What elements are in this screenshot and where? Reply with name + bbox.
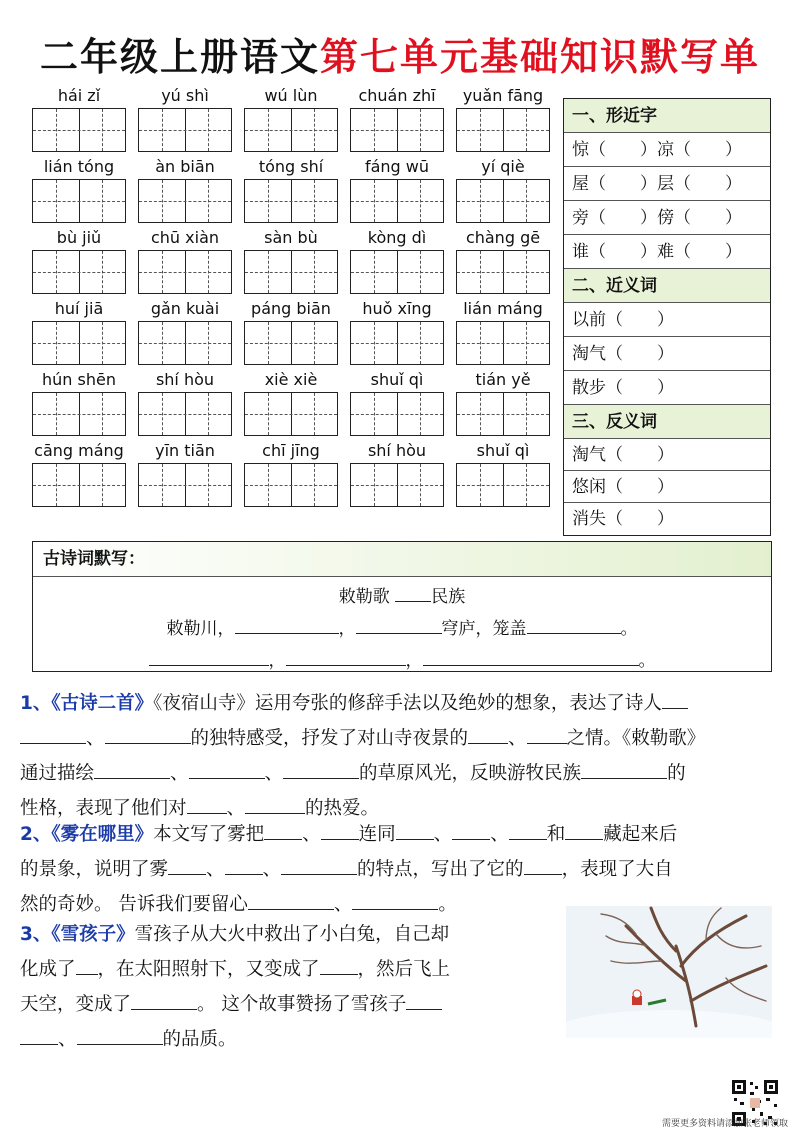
blank[interactable] (235, 619, 339, 634)
character-boxes[interactable] (350, 463, 444, 507)
character-boxes[interactable] (138, 179, 232, 223)
blank[interactable] (264, 823, 302, 840)
pinyin-word (32, 299, 126, 371)
pinyin-text: hún shēn (42, 370, 116, 389)
jyc-item: 散步（ ） (564, 371, 770, 405)
pinyin-word (138, 86, 232, 158)
pinyin-word (32, 441, 126, 513)
q2-text: 连同 (358, 824, 396, 845)
q2-text: 的特点，写出了它的 (357, 859, 524, 880)
q2-text: 和 (546, 824, 566, 845)
blank[interactable] (149, 651, 269, 666)
blank[interactable] (20, 1028, 58, 1045)
pinyin-word (138, 228, 232, 300)
character-boxes[interactable] (456, 321, 550, 365)
blank[interactable] (321, 823, 359, 840)
q3-label: 3、《雪孩子》 (20, 924, 135, 945)
blank[interactable] (509, 823, 547, 840)
character-boxes[interactable] (138, 250, 232, 294)
q1-text: 之情。《敕勒歌》 (566, 728, 706, 749)
q3-text: 。 这个故事赞扬了雪孩子 (197, 994, 407, 1015)
poem-title: 敕勒歌 (338, 587, 390, 607)
character-boxes[interactable] (138, 392, 232, 436)
character-boxes[interactable] (138, 463, 232, 507)
pinyin-text: chàng gē (465, 228, 541, 247)
pinyin-text: gǎn kuài (150, 299, 220, 318)
blank[interactable] (352, 893, 438, 910)
jyc-item: 以前（ ） (564, 303, 770, 337)
pinyin-text: xiè xiè (264, 370, 318, 389)
blank[interactable] (452, 823, 490, 840)
pinyin-text: kòng dì (367, 228, 427, 247)
pinyin-word (244, 157, 338, 229)
blank[interactable] (468, 727, 508, 744)
q3-text: ，在太阳照射下，又变成了 (97, 959, 320, 980)
blank[interactable] (281, 858, 357, 875)
poem-text: ， (405, 651, 423, 671)
pinyin-text: wú lùn (264, 86, 318, 105)
blank[interactable] (396, 823, 434, 840)
blank[interactable] (248, 893, 334, 910)
poem-text: 敕勒川， (166, 619, 235, 639)
character-boxes[interactable] (456, 179, 550, 223)
xjz-item: 旁（ ）傍（ ） (564, 201, 770, 235)
pinyin-text: huǒ xīng (362, 299, 432, 318)
character-boxes[interactable] (32, 179, 126, 223)
q2-text: 、 (433, 824, 453, 845)
fyc-item: 悠闲（ ） (564, 471, 770, 503)
q2-text: 。 (438, 894, 457, 915)
pinyin-text: yīn tiān (155, 441, 215, 460)
xjz-item: 谁（ ）难（ ） (564, 235, 770, 269)
pinyin-word (350, 157, 444, 229)
blank[interactable] (286, 651, 406, 666)
q3-text: ，然后飞上 (357, 959, 451, 980)
pinyin-row (32, 228, 552, 300)
pinyin-row (32, 157, 552, 229)
blank[interactable] (94, 762, 170, 779)
character-boxes[interactable] (456, 463, 550, 507)
q3-text: 、 (58, 1029, 77, 1050)
pinyin-word (138, 299, 232, 371)
pinyin-text: shí hòu (155, 370, 215, 389)
q1-label: 1、《古诗二首》 (20, 693, 154, 714)
pinyin-row (32, 370, 552, 442)
poem-line-2 (33, 614, 771, 639)
title-grade: 二年级上册语文 (39, 35, 320, 79)
pinyin-text: yuǎn fāng (462, 86, 544, 105)
blank[interactable] (581, 762, 667, 779)
pinyin-text: huí jiā (54, 299, 104, 318)
section-jinyici: 二、近义词 (564, 269, 770, 303)
pinyin-word (138, 370, 232, 442)
q2-text: 、 (262, 859, 282, 880)
blank[interactable] (527, 727, 567, 744)
blank[interactable] (77, 1028, 163, 1045)
pinyin-word (32, 86, 126, 158)
q1-text: 的 (667, 763, 686, 784)
q1-text: 性格，表现了他们对 (20, 798, 187, 819)
pinyin-word (244, 441, 338, 513)
q1-text: 的独特感受，抒发了对山寺夜景的 (190, 728, 469, 749)
character-boxes[interactable] (350, 108, 444, 152)
pinyin-word (350, 441, 444, 513)
blank[interactable] (189, 762, 265, 779)
q2-text: 然的奇妙。 告诉我们要留心 (20, 894, 248, 915)
blank[interactable] (527, 619, 621, 634)
character-boxes[interactable] (32, 321, 126, 365)
q3-text: 的品质。 (162, 1029, 237, 1050)
blank[interactable] (320, 958, 358, 975)
character-boxes[interactable] (456, 250, 550, 294)
pinyin-row (32, 441, 552, 513)
pinyin-word (244, 299, 338, 371)
section-fanyici: 三、反义词 (564, 405, 770, 439)
blank[interactable] (524, 858, 562, 875)
pinyin-word (350, 86, 444, 158)
pinyin-text: fáng wū (364, 157, 430, 176)
pinyin-text: tián yě (475, 370, 531, 389)
pinyin-text: hái zǐ (57, 86, 101, 105)
blank[interactable] (662, 692, 688, 709)
character-boxes[interactable] (32, 250, 126, 294)
pinyin-word (456, 86, 550, 158)
character-boxes[interactable] (138, 108, 232, 152)
character-boxes[interactable] (456, 108, 550, 152)
blank[interactable] (187, 797, 227, 814)
character-boxes[interactable] (350, 179, 444, 223)
character-boxes[interactable] (350, 250, 444, 294)
poem-text: 。 (638, 651, 656, 671)
blank[interactable] (245, 797, 305, 814)
character-boxes[interactable] (244, 321, 338, 365)
q1-text: 、 (86, 728, 105, 749)
xjz-item: 惊（ ）凉（ ） (564, 133, 770, 167)
q2-text: 藏起来后 (603, 824, 678, 845)
blank[interactable] (356, 619, 442, 634)
poem-header: 古诗词默写： (33, 542, 771, 577)
pinyin-word (456, 299, 550, 371)
question-3 (20, 917, 540, 1057)
pinyin-text: sàn bù (264, 228, 318, 247)
poem-text: ， (338, 619, 356, 639)
poem-text: 穹庐，笼盖 (441, 619, 527, 639)
footer-note: 需要更多资料请添加张老师领取 (661, 1119, 788, 1129)
pinyin-word (456, 228, 550, 300)
blank[interactable] (20, 727, 86, 744)
poem-box (32, 541, 772, 672)
character-boxes[interactable] (244, 179, 338, 223)
q2-text: 、 (302, 824, 321, 845)
side-table (563, 98, 771, 536)
q2-label: 2、《雾在哪里》 (20, 824, 154, 845)
q1-text: 的草原风光，反映游牧民族 (359, 763, 582, 784)
pinyin-word (138, 157, 232, 229)
character-boxes[interactable] (32, 392, 126, 436)
poem-author: 民族 (431, 587, 466, 607)
question-1 (20, 686, 782, 826)
pinyin-word (456, 441, 550, 513)
pinyin-text: bù jiǔ (56, 228, 102, 247)
q3-text: 雪孩子从大火中救出了小白兔，自己却 (134, 924, 450, 945)
section-xingjinzi: 一、形近字 (564, 99, 770, 133)
pinyin-text: lián máng (463, 299, 543, 318)
poem-line-3 (33, 646, 771, 671)
q2-text: 、 (206, 859, 225, 880)
pinyin-text: yí qiè (481, 157, 525, 176)
page-title (0, 26, 800, 81)
pinyin-word (350, 370, 444, 442)
q3-text: 化成了 (20, 959, 76, 980)
q1-text: 、 (508, 728, 527, 749)
character-boxes[interactable] (32, 108, 126, 152)
pinyin-text: shí hòu (367, 441, 427, 460)
jyc-item: 淘气（ ） (564, 337, 770, 371)
snow-tree-illustration (566, 906, 772, 1038)
xjz-item: 屋（ ）层（ ） (564, 167, 770, 201)
q1-text: 、 (226, 798, 246, 819)
poem-text: ， (268, 651, 286, 671)
pinyin-text: àn biān (155, 157, 215, 176)
q1-text: 、 (264, 763, 284, 784)
pinyin-word (350, 228, 444, 300)
pinyin-word (456, 370, 550, 442)
q2-text: 的景象，说明了雾 (20, 859, 169, 880)
pinyin-word (350, 299, 444, 371)
pinyin-word (32, 228, 126, 300)
character-boxes[interactable] (244, 463, 338, 507)
pinyin-text: lián tóng (43, 157, 115, 176)
blank[interactable] (423, 651, 639, 666)
q3-text: 天空，变成了 (20, 994, 132, 1015)
q1-text: 、 (170, 763, 189, 784)
poem-text: 。 (620, 619, 638, 639)
pinyin-text: chī jīng (262, 441, 320, 460)
pinyin-text: shuǐ qì (370, 370, 424, 389)
pinyin-word (244, 370, 338, 442)
pinyin-text: páng biān (251, 299, 331, 318)
character-boxes[interactable] (138, 321, 232, 365)
pinyin-word (32, 157, 126, 229)
pinyin-text: cāng máng (34, 441, 124, 460)
q1-text: 的热爱。 (305, 798, 380, 819)
q2-text: ，表现了大自 (561, 859, 673, 880)
pinyin-text: chū xiàn (150, 228, 220, 247)
blank[interactable] (225, 858, 263, 875)
character-boxes[interactable] (350, 321, 444, 365)
character-boxes[interactable] (32, 463, 126, 507)
poem-title-line (33, 582, 771, 607)
q2-text: 本文写了雾把 (153, 824, 265, 845)
q1-text: 通过描绘 (20, 763, 95, 784)
character-boxes[interactable] (244, 250, 338, 294)
pinyin-text: yú shì (161, 86, 209, 105)
blank[interactable] (283, 762, 359, 779)
character-boxes[interactable] (456, 392, 550, 436)
pinyin-row (32, 299, 552, 371)
q2-text: 、 (333, 894, 353, 915)
q1-text: 《夜宿山寺》运用夸张的修辞手法以及绝妙的想象，表达了诗人 (153, 693, 662, 714)
blank[interactable] (76, 958, 98, 975)
fyc-item: 淘气（ ） (564, 439, 770, 471)
pinyin-text: chuán zhī (358, 86, 436, 105)
pinyin-word (244, 228, 338, 300)
pinyin-row (32, 86, 552, 158)
blank[interactable] (395, 587, 431, 602)
blank[interactable] (406, 993, 442, 1010)
title-unit: 第七单元基础知识默写单 (320, 35, 761, 79)
pinyin-word (138, 441, 232, 513)
blank[interactable] (131, 993, 197, 1010)
q2-text: 、 (490, 824, 509, 845)
fyc-item: 消失（ ） (572, 509, 674, 529)
pinyin-text: tóng shí (258, 157, 324, 176)
pinyin-text: shuǐ qì (476, 441, 530, 460)
blank[interactable] (168, 858, 206, 875)
blank[interactable] (105, 727, 191, 744)
pinyin-word (456, 157, 550, 229)
character-boxes[interactable] (244, 108, 338, 152)
pinyin-word (244, 86, 338, 158)
pinyin-word (32, 370, 126, 442)
character-boxes[interactable] (350, 392, 444, 436)
character-boxes[interactable] (244, 392, 338, 436)
blank[interactable] (565, 823, 603, 840)
